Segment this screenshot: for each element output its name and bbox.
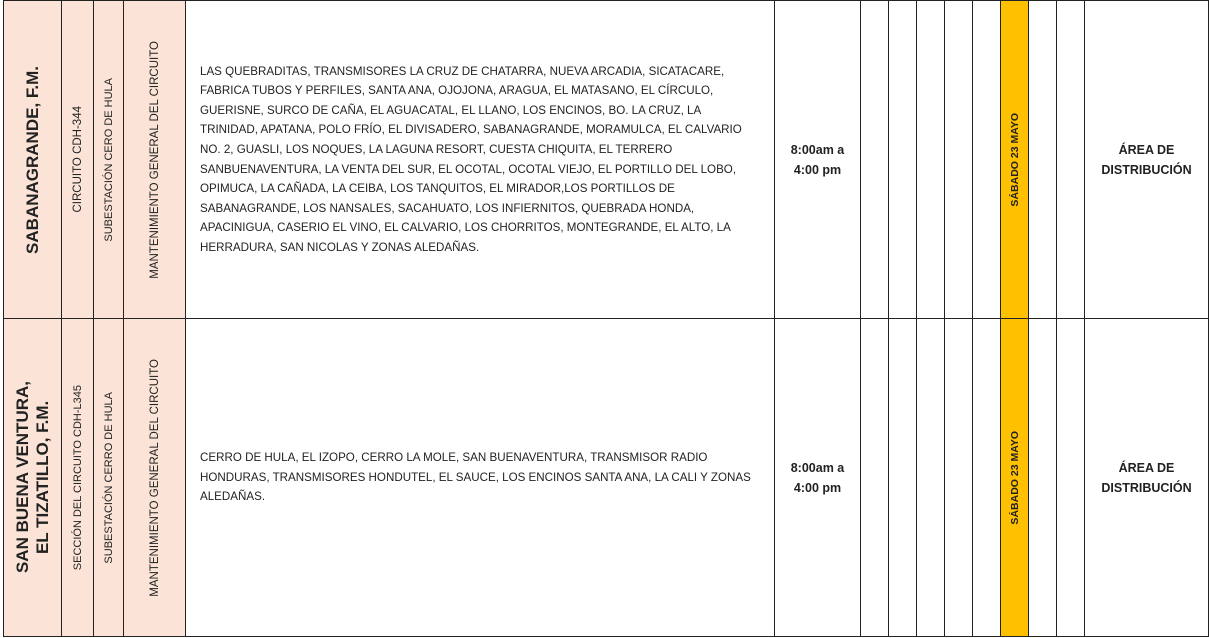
empty-day-cell [973, 1, 1001, 319]
affected-areas-cell [186, 1, 775, 319]
circuit-cell [62, 1, 94, 319]
time-cell [775, 319, 861, 637]
substation-label: SUBESTACIÓN CERRO DE HULA [102, 391, 115, 564]
circuit-cell [62, 319, 94, 637]
table-row [4, 1, 1209, 319]
date-label: SÁBADO 23 MAYO [1008, 430, 1021, 525]
zone-type-line1: ÁREA DE [1118, 460, 1175, 475]
work-type-label: MANTENIMIENTO GENERAL DEL CIRCUITO [148, 40, 161, 279]
work-type-label: MANTENIMIENTO GENERAL DEL CIRCUITO [148, 358, 161, 597]
date-label: SÁBADO 23 MAYO [1008, 112, 1021, 207]
zone-type-cell [1085, 319, 1209, 637]
circuit-label: SECCIÓN DEL CIRCUITO CDH-L345 [71, 384, 84, 571]
substation-cell [94, 319, 124, 637]
empty-day-cell [861, 1, 889, 319]
zone-type-line2: DISTRIBUCIÓN [1101, 162, 1192, 177]
table-row [4, 319, 1209, 637]
affected-areas-text: LAS QUEBRADITAS, TRANSMISORES LA CRUZ DE CHATARRA, NUEVA ARCADIA, SICATACARE, FABRICA TUBOS Y PERFILES, SANTA ANA, OJOJONA, ARAGUA, EL MATASANO, EL CÍRCULO, GUERISNE, SURCO DE CAÑA, EL AGUACATAL, EL LLANO, LOS ENCINOS, BO. LA CRUZ, LA TRINIDAD, APATANA, POLO FRÍO, EL DIVISADERO, SABANAGRANDE, MORAMULCA, EL CALVARIO NO. 2, GUASLI, LOS NOQUES, LA LAGUNA RESORT, CUESTA CHIQUITA, EL TERRERO SANBUENAVENTURA, LA VENTA DEL SUR, EL OCOTAL, OCOTAL VIEJO, EL PORTILLO DEL LOBO, OPIMUCA, LA CAÑADA, LA CEIBA, LOS TANQUITOS, EL MIRADOR,LOS PORTILLOS DE SABANAGRANDE, LOS NANSALES, SACAHUATO, LOS INFIERNITOS, QUEBRADA HONDA, APACINIGUA, CASERIO EL VINO, EL CALVARIO, LOS CHORRITOS, MONTEGRANDE, EL ALTO, LA HERRADURA, SAN NICOLAS Y ZONAS ALEDAÑAS. [200, 64, 742, 254]
zone-type-line2: DISTRIBUCIÓN [1101, 480, 1192, 495]
empty-day-cell [1029, 319, 1057, 637]
time-end: 4:00 pm [793, 162, 842, 177]
time-start: 8:00am a [790, 460, 845, 475]
zone-name: SAN BUENA VENTURA, EL TIZATILLO, F.M. [12, 381, 52, 574]
substation-label: SUBESTACIÓN CERO DE HULA [102, 77, 115, 242]
empty-day-cell [1029, 1, 1057, 319]
zone-name-cell [4, 1, 62, 319]
time-cell [775, 1, 861, 319]
zone-name-cell [4, 319, 62, 637]
empty-day-cell [945, 319, 973, 637]
work-type-cell [124, 319, 186, 637]
time-end: 4:00 pm [793, 480, 842, 495]
empty-day-cell [889, 319, 917, 637]
time-start: 8:00am a [790, 142, 845, 157]
zone-type-cell [1085, 1, 1209, 319]
empty-day-cell [1057, 319, 1085, 637]
empty-day-cell [917, 319, 945, 637]
zone-type-line1: ÁREA DE [1118, 142, 1175, 157]
work-type-cell [124, 1, 186, 319]
affected-areas-text: CERRO DE HULA, EL IZOPO, CERRO LA MOLE, SAN BUENAVENTURA, TRANSMISOR RADIO HONDURAS, TRANSMISORES HONDUTEL, EL SAUCE, LOS ENCINOS SANTA ANA, LA CALI Y ZONAS ALEDAÑAS. [200, 451, 751, 504]
empty-day-cell [973, 319, 1001, 637]
date-cell [1001, 319, 1029, 637]
outage-schedule-table [3, 0, 1209, 637]
empty-day-cell [945, 1, 973, 319]
empty-day-cell [1057, 1, 1085, 319]
empty-day-cell [889, 1, 917, 319]
affected-areas-cell [186, 319, 775, 637]
circuit-label: CIRCUITO CDH-344 [71, 106, 84, 213]
substation-cell [94, 1, 124, 319]
empty-day-cell [917, 1, 945, 319]
empty-day-cell [861, 319, 889, 637]
zone-name: SABANAGRANDE, F.M. [22, 65, 42, 254]
date-cell [1001, 1, 1029, 319]
